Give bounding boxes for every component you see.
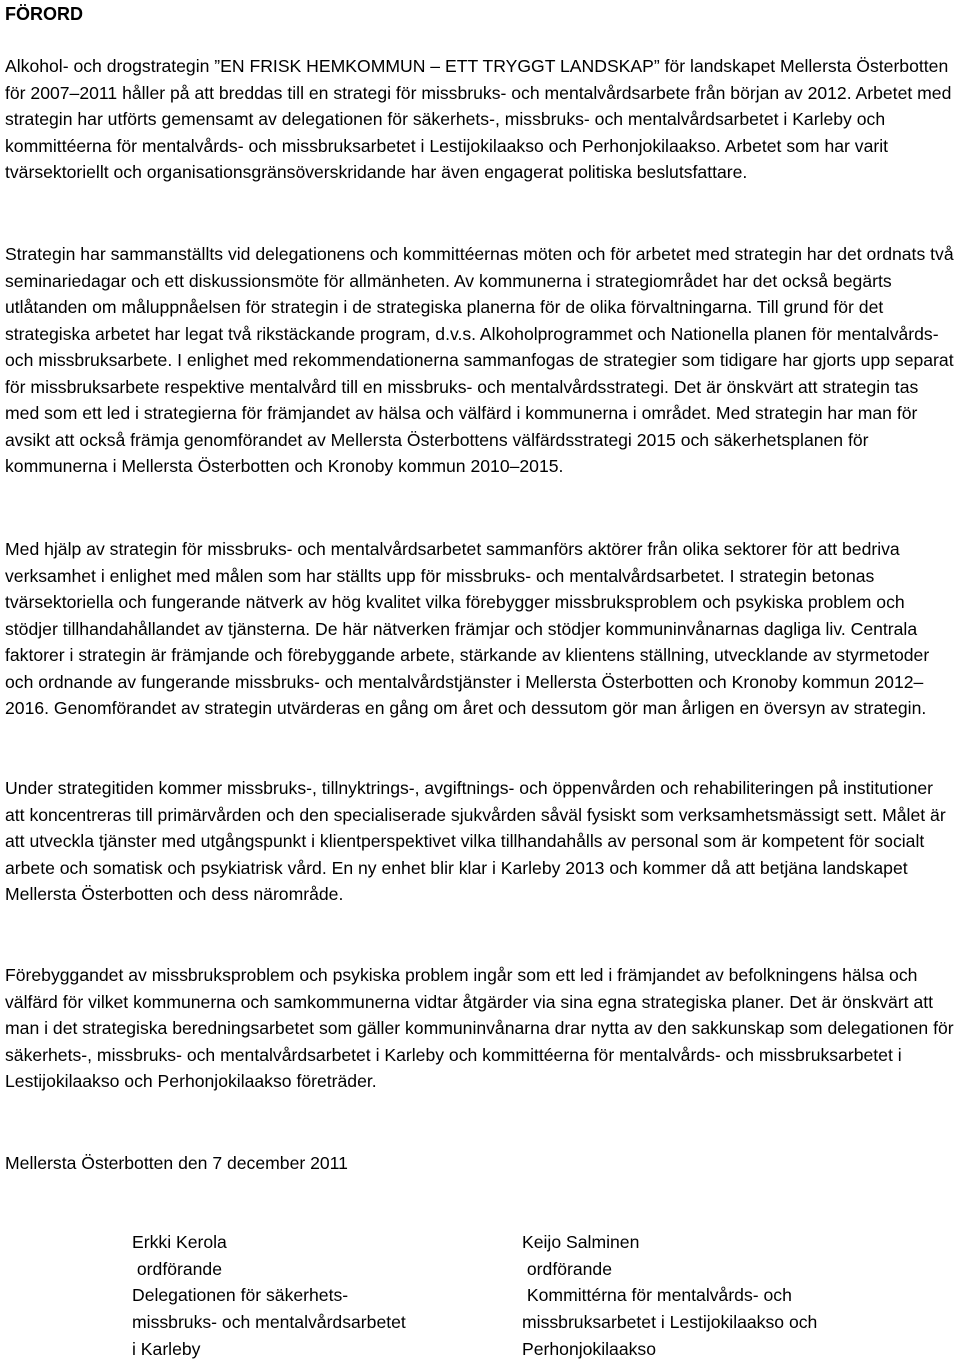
signatory-title: ordförande [132, 1258, 222, 1279]
place-and-date: Mellersta Österbotten den 7 december 2011 [5, 1153, 348, 1173]
signatory-org-line: Kommittérna för mentalvårds- och [522, 1285, 792, 1306]
signatory-name: Keijo Salminen [522, 1232, 640, 1252]
signature-block-left [132, 1229, 406, 1363]
signatory-org-line: Perhonjokilaakso [522, 1338, 656, 1359]
signatory-name: Erkki Kerola [132, 1232, 227, 1252]
document-heading: FÖRORD [5, 4, 83, 24]
signatory-org-line: Delegationen för säkerhets- [132, 1285, 349, 1306]
paragraph-1: Alkohol- och drogstrategin ”EN FRISK HEMKOMMUN – ETT TRYGGT LANDSKAP” för landskapet Mellersta Österbotten för 2007–2011 håller på att breddas till en strategi för missbruks- och mentalvårdsarbete från början av 2012. Arbetet med strategin har utförts gemensamt av delegationen för säkerhets-, missbruks- och mentalvårdsarbetet i Karleby och kommittéerna för mentalvårds- och missbruksarbetet i Lestijokilaakso och Perhonjokilaakso. Arbetet som har varit tvärsektoriellt och organisationsgränsöverskridande har även engagerat politiska beslutsfattare. [5, 56, 952, 182]
signatory-org-line: i Karleby [132, 1338, 201, 1359]
signature-block-right [522, 1229, 817, 1363]
paragraph-4: Under strategitiden kommer missbruks-, tillnyktrings-, avgiftnings- och öppenvården och rehabiliteringen på institutioner att koncentreras till primärvården och den specialiserade sjukvården såväl fysiskt som verksamhetsmässigt sett. Målet är att utveckla tjänster med utgångspunkt i klientperspektivet vilka tillhandahålls av personal som är kompetent för socialt arbete och somatisk och psykiatrisk vård. En ny enhet blir klar i Karleby 2013 och kommer då att betjäna landskapet Mellersta Österbotten och dess närområde. [5, 778, 946, 904]
paragraph-2: Strategin har sammanställts vid delegationens och kommittéernas möten och för arbetet med strategin har det ordnats två seminariedagar och ett diskussionsmöte för allmänheten. Av kommunerna i strategiområdet har det också begärts utlåtanden om måluppnåelsen för strategin i de strategiska planerna för de olika förvaltningarna. Till grund för det strategiska arbetet har legat två rikstäckande program, d.v.s. Alkoholprogrammet och Nationella planen för mentalvårds- och missbruksarbete. I enlighet med rekommendationerna sammanfogas de strategier som tidigare har gjorts upp separat för missbruksarbete respektive mentalvård till en missbruks- och mentalvårdsstrategi. Det är önskvärt att strategin tas med som ett led i strategierna för främjandet av hälsa och välfärd i kommunerna i området. Med strategin har man för avsikt att också främja genomförandet av Mellersta Österbottens välfärdsstrategi 2015 och säkerhetsplanen för kommunerna i Mellersta Österbotten och Kronoby kommun 2010–2015. [5, 244, 954, 476]
paragraph-3: Med hjälp av strategin för missbruks- och mentalvårdsarbetet sammanförs aktörer från olika sektorer för att bedriva verksamhet i enlighet med målen som har ställts upp för missbruks- och mentalvårdsarbetet. I strategin betonas tvärsektoriella och fungerande nätverk av hög kvalitet vilka förebygger missbruksproblem och psykiska problem och stödjer tillhandahållandet av tjänsterna. De här nätverken främjar och stödjer kommuninvånarnas dagliga liv. Centrala faktorer i strategin är främjande och förebyggande arbete, stärkande av klientens ställning, utvecklande av styrmetoder och ordnande av fungerande missbruks- och mentalvårdstjänster i Mellersta Österbotten och Kronoby kommun 2012–2016. Genomförandet av strategin utvärderas en gång om året och dessutom gör man årligen en översyn av strategin. [5, 539, 930, 718]
signatory-title: ordförande [522, 1258, 612, 1279]
signatory-org-line: missbruksarbetet i Lestijokilaakso och [522, 1312, 818, 1333]
paragraph-5: Förebyggandet av missbruksproblem och psykiska problem ingår som ett led i främjandet av befolkningens hälsa och välfärd för vilket kommunerna och samkommunerna vidtar åtgärder via sina egna strategiska planer. Det är önskvärt att man i det strategiska beredningsarbetet som gäller kommuninvånarna drar nytta av den sakkunskap som delegationen för säkerhets-, missbruks- och mentalvårdsarbetet i Karleby och kommittéerna för mentalvårds- och missbruksarbetet i Lestijokilaakso och Perhonjokilaakso företräder. [5, 965, 954, 1091]
signatory-org-line: missbruks- och mentalvårdsarbetet [132, 1312, 406, 1333]
